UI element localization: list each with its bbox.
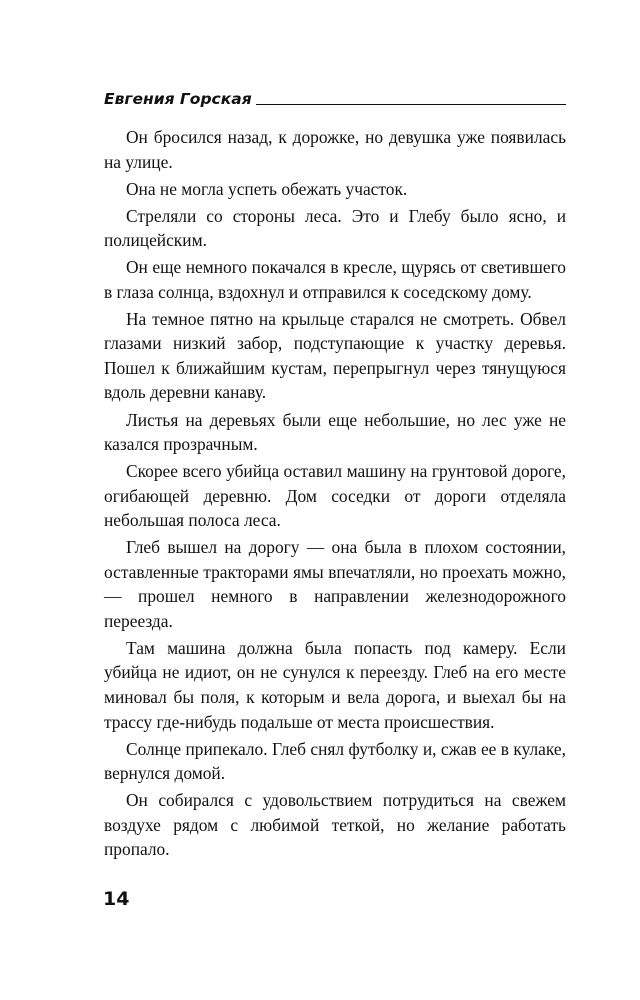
body-text	[104, 125, 566, 864]
paragraph: На темное пятно на крыльце старался не смотреть. Обвел глазами низкий забор, подступающие к участку деревья. Пошел к ближайшим кустам, перепрыгнул через тянущуюся вдоль деревни канаву.	[104, 308, 566, 403]
running-header	[104, 88, 566, 108]
paragraph: Там машина должна была попасть под камеру. Если убийца не идиот, он не сунулся к переезду. Глеб на его месте миновал бы поля, к которым и вела дорога, и выехал бы на трассу где-нибудь подальше от места происшествия.	[104, 637, 566, 732]
author-name: Евгения Горская	[104, 90, 252, 108]
paragraph: Глеб вышел на дорогу — она была в плохом состоянии, оставленные тракторами ямы впечатляли, но проехать можно, — прошел немного в направлении железнодорожного переезда.	[104, 537, 566, 631]
paragraph: Он еще немного покачался в кресле, щурясь от светившего в глаза солнца, вздохнул и отправился к соседскому дому.	[104, 257, 566, 302]
paragraph: Листья на деревьях были еще небольшие, но лес уже не казался прозрачным.	[104, 409, 566, 455]
paragraph: Он бросился назад, к дорожке, но девушка уже появилась на улице.	[104, 127, 566, 172]
page-number: 14	[103, 888, 130, 910]
paragraph: Стреляли со стороны леса. Это и Глебу было ясно, и полицейским.	[104, 205, 566, 251]
paragraph: Солнце припекало. Глеб снял футболку и, сжав ее в кулаке, вернулся домой.	[104, 738, 566, 784]
paragraph: Скорее всего убийца оставил машину на грунтовой дороге, огибающей деревню. Дом соседки от дороги отделяла небольшая полоса леса.	[104, 461, 566, 531]
paragraph: Он собирался с удовольствием потрудиться на свежем воздухе рядом с любимой теткой, но желание работать пропало.	[104, 790, 566, 860]
header-rule	[256, 104, 566, 105]
paragraph: Она не могла успеть обежать участок.	[126, 178, 408, 199]
